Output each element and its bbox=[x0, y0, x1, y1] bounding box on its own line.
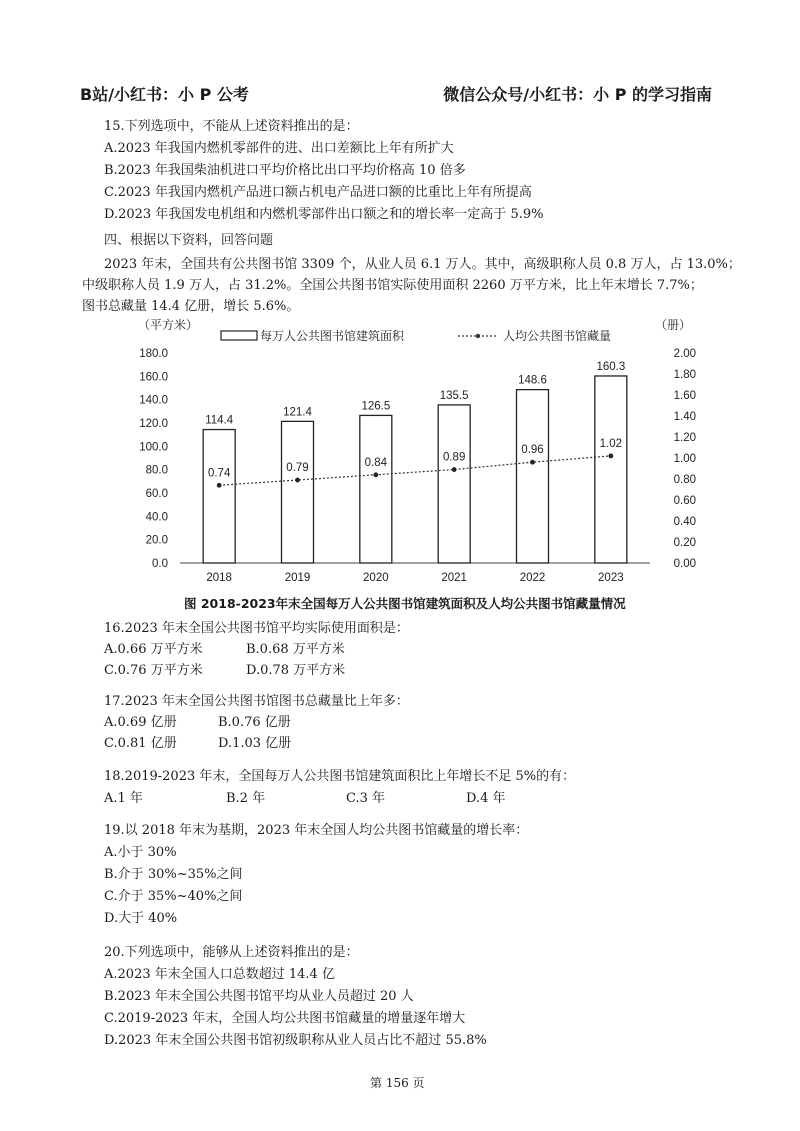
bar-2021 bbox=[438, 405, 470, 563]
x-tick-label-2021: 2021 bbox=[441, 572, 467, 584]
right-tick-label: 1.80 bbox=[673, 369, 696, 381]
q16-option-b: B.0.68 万平方米 bbox=[246, 642, 345, 657]
material-paragraph-line-1: 2023 年末，全国共有公共图书馆 3309 个，从业人员 6.1 万人。其中，高级职称人员 0.8 万人，占 13.0%； bbox=[104, 257, 741, 272]
legend-bar-swatch bbox=[221, 331, 257, 340]
right-tick-label: 0.80 bbox=[673, 474, 696, 486]
chart-caption: 图 2018-2023年末全国每万人公共图书馆建筑面积及人均公共图书馆藏量情况 bbox=[184, 596, 626, 611]
library-chart bbox=[100, 315, 700, 590]
q15-stem: 15.下列选项中，不能从上述资料推出的是： bbox=[104, 119, 359, 134]
line-value-label-2019: 0.79 bbox=[286, 462, 309, 475]
q15-option-d: D.2023 年我国发电机组和内燃机零部件出口额之和的增长率一定高于 5.9% bbox=[104, 207, 544, 222]
left-tick-label: 160.0 bbox=[139, 371, 168, 384]
bar-value-label-2022: 148.6 bbox=[518, 374, 547, 387]
bar-value-label-2020: 126.5 bbox=[361, 400, 391, 413]
line-point-2023 bbox=[608, 454, 613, 459]
per-capita-collection-line bbox=[219, 456, 611, 485]
material-paragraph-line-3: 图书总藏量 14.4 亿册，增长 5.6%。 bbox=[82, 299, 300, 314]
q18-option-b: B.2 年 bbox=[226, 791, 266, 806]
legend-line-label: 人均公共图书馆藏量 bbox=[503, 329, 612, 343]
q16-stem: 16.2023 年末全国公共图书馆平均实际使用面积是： bbox=[104, 621, 409, 636]
x-tick-label-2019: 2019 bbox=[284, 572, 311, 584]
q20-option-a: A.2023 年末全国人口总数超过 14.4 亿 bbox=[104, 967, 335, 982]
q20-option-b: B.2023 年末全国公共图书馆平均从业人员超过 20 人 bbox=[104, 989, 414, 1004]
right-tick-label: 1.40 bbox=[673, 411, 696, 423]
left-tick-label: 40.0 bbox=[145, 511, 168, 524]
right-tick-label: 1.20 bbox=[673, 432, 696, 444]
line-point-2021 bbox=[452, 467, 457, 472]
q19-option-c: C.介于 35%~40%之间 bbox=[104, 889, 243, 904]
page-number: 第 156 页 bbox=[370, 1076, 425, 1090]
line-value-label-2020: 0.84 bbox=[364, 456, 388, 469]
line-value-label-2023: 1.02 bbox=[599, 437, 623, 450]
right-tick-label: 0.60 bbox=[673, 495, 696, 507]
header-right-text: 微信公众号/小红书：小 P 的学习指南 bbox=[443, 85, 712, 104]
q20-stem: 20.下列选项中，能够从上述资料推出的是： bbox=[104, 945, 359, 960]
right-axis-unit-label: （册） bbox=[655, 318, 692, 332]
line-point-2019 bbox=[295, 478, 300, 483]
left-tick-label: 20.0 bbox=[145, 534, 168, 547]
bar-value-label-2018: 114.4 bbox=[205, 414, 234, 427]
left-tick-label: 80.0 bbox=[145, 464, 168, 477]
bar-2020 bbox=[360, 415, 392, 563]
line-value-label-2022: 0.96 bbox=[521, 444, 544, 457]
left-tick-label: 120.0 bbox=[139, 418, 168, 430]
right-tick-label: 1.00 bbox=[673, 453, 696, 465]
bar-value-label-2023: 160.3 bbox=[596, 360, 626, 373]
line-point-2020 bbox=[373, 472, 378, 477]
q15-option-b: B.2023 年我国柴油机进口平均价格比出口平均价格高 10 倍多 bbox=[104, 163, 466, 178]
section-title: 四、根据以下资料，回答问题 bbox=[104, 233, 274, 248]
left-tick-label: 60.0 bbox=[145, 488, 168, 500]
q17-option-d: D.1.03 亿册 bbox=[218, 736, 292, 751]
q18-option-a: A.1 年 bbox=[104, 791, 143, 806]
x-tick-label-2020: 2020 bbox=[363, 572, 389, 584]
left-tick-label: 0.0 bbox=[152, 558, 168, 570]
legend-bar-label: 每万人公共图书馆建筑面积 bbox=[260, 329, 405, 343]
left-tick-label: 180.0 bbox=[139, 348, 168, 360]
q15-option-a: A.2023 年我国内燃机零部件的进、出口差额比上年有所扩大 bbox=[104, 141, 454, 156]
right-tick-label: 0.00 bbox=[673, 558, 696, 570]
x-tick-label-2023: 2023 bbox=[598, 572, 624, 584]
bar-value-label-2021: 135.5 bbox=[439, 389, 469, 402]
x-tick-label-2022: 2022 bbox=[519, 572, 546, 584]
right-tick-label: 2.00 bbox=[673, 348, 696, 360]
q18-stem: 18.2019-2023 年末，全国每万人公共图书馆建筑面积比上年增长不足 5%的有： bbox=[104, 769, 576, 784]
q16-option-a: A.0.66 万平方米 bbox=[104, 642, 203, 657]
q19-stem: 19.以 2018 年末为基期，2023 年末全国人均公共图书馆藏量的增长率： bbox=[104, 823, 529, 838]
q17-option-a: A.0.69 亿册 bbox=[104, 715, 177, 730]
q19-option-b: B.介于 30%~35%之间 bbox=[104, 867, 243, 882]
x-tick-label-2018: 2018 bbox=[206, 572, 232, 584]
line-value-label-2021: 0.89 bbox=[442, 451, 466, 464]
bar-2022 bbox=[517, 390, 549, 563]
left-tick-label: 140.0 bbox=[139, 394, 168, 407]
line-point-2018 bbox=[217, 483, 222, 488]
q15-option-c: C.2023 年我国内燃机产品进口额占机电产品进口额的比重比上年有所提高 bbox=[104, 185, 532, 200]
q19-option-a: A.小于 30% bbox=[104, 845, 177, 860]
q18-option-c: C.3 年 bbox=[346, 791, 386, 806]
q17-stem: 17.2023 年末全国公共图书馆图书总藏量比上年多： bbox=[104, 694, 409, 709]
legend-line-marker bbox=[476, 334, 480, 338]
q17-option-b: B.0.76 亿册 bbox=[218, 715, 291, 730]
q18-option-d: D.4 年 bbox=[466, 791, 506, 806]
q20-option-d: D.2023 年末全国公共图书馆初级职称从业人员占比不超过 55.8% bbox=[104, 1033, 487, 1048]
bar-value-label-2019: 121.4 bbox=[283, 406, 312, 419]
left-axis-unit-label: （平方米） bbox=[138, 318, 199, 332]
line-point-2022 bbox=[530, 460, 535, 465]
q16-option-c: C.0.76 万平方米 bbox=[104, 663, 203, 678]
bar-2018 bbox=[203, 430, 235, 563]
right-tick-label: 0.40 bbox=[673, 516, 696, 528]
right-tick-label: 1.60 bbox=[673, 390, 696, 402]
material-paragraph-line-2: 中级职称人员 1.9 万人，占 31.2%。全国公共图书馆实际使用面积 2260 万平方米，比上年末增长 7.7%； bbox=[82, 278, 703, 293]
header-left-text: B站/小红书：小 P 公考 bbox=[80, 85, 249, 104]
bar-2023 bbox=[595, 376, 627, 563]
q16-option-d: D.0.78 万平方米 bbox=[246, 663, 346, 678]
right-tick-label: 0.20 bbox=[673, 537, 696, 549]
bar-2019 bbox=[282, 421, 314, 563]
left-tick-label: 100.0 bbox=[139, 441, 168, 454]
q17-option-c: C.0.81 亿册 bbox=[104, 736, 177, 751]
line-value-label-2018: 0.74 bbox=[207, 467, 231, 480]
q19-option-d: D.大于 40% bbox=[104, 911, 178, 926]
q20-option-c: C.2019-2023 年末，全国人均公共图书馆藏量的增量逐年增大 bbox=[104, 1011, 466, 1026]
